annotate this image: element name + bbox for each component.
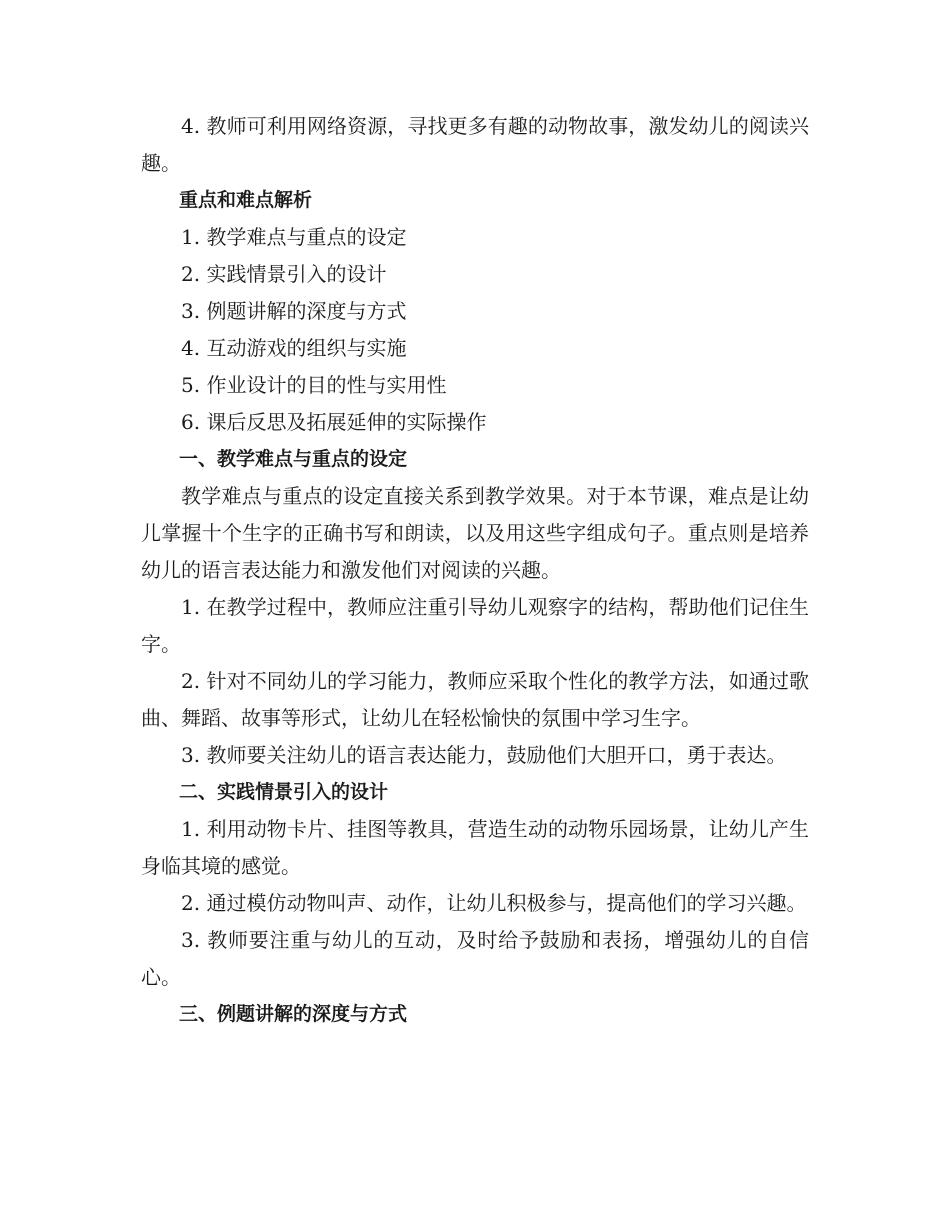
section-1-point-2: 2. 针对不同幼儿的学习能力，教师应采取个性化的教学方法，如通过歌曲、舞蹈、故事等形式，让幼儿在轻松愉快的氛围中学习生字。 xyxy=(141,669,809,730)
outline-item-2: 2. 实践情景引入的设计 xyxy=(181,262,387,286)
section-2-title: 二、实践情景引入的设计 xyxy=(179,781,389,803)
document-page xyxy=(141,108,809,1033)
outline-item-4: 4. 互动游戏的组织与实施 xyxy=(181,336,407,360)
section-1-title: 一、教学难点与重点的设定 xyxy=(179,448,408,470)
heading-analysis: 重点和难点解析 xyxy=(179,189,313,211)
outline-item-6: 6. 课后反思及拓展延伸的实际操作 xyxy=(181,410,487,434)
section-1-point-1: 1. 在教学过程中，教师应注重引导幼儿观察字的结构，帮助他们记住生字。 xyxy=(141,595,809,656)
outline-item-1: 1. 教学难点与重点的设定 xyxy=(181,225,407,249)
section-2-point-1: 1. 利用动物卡片、挂图等教具，营造生动的动物乐园场景，让幼儿产生身临其境的感觉。 xyxy=(141,817,809,878)
section-2-point-2: 2. 通过模仿动物叫声、动作，让幼儿积极参与，提高他们的学习兴趣。 xyxy=(181,891,807,915)
section-2-point-3: 3. 教师要注重与幼儿的互动，及时给予鼓励和表扬，增强幼儿的自信心。 xyxy=(141,928,809,989)
section-1-intro: 教学难点与重点的设定直接关系到教学效果。对于本节课，难点是让幼儿掌握十个生字的正确书写和朗读，以及用这些字组成句子。重点则是培养幼儿的语言表达能力和激发他们对阅读的兴趣。 xyxy=(141,484,809,582)
paragraph-intro-4: 4. 教师可利用网络资源，寻找更多有趣的动物故事，激发幼儿的阅读兴趣。 xyxy=(141,114,809,175)
outline-item-5: 5. 作业设计的目的性与实用性 xyxy=(181,373,447,397)
outline-item-3: 3. 例题讲解的深度与方式 xyxy=(181,299,407,323)
section-3-title: 三、例题讲解的深度与方式 xyxy=(179,1003,408,1025)
section-1-point-3: 3. 教师要关注幼儿的语言表达能力，鼓励他们大胆开口，勇于表达。 xyxy=(181,743,787,767)
